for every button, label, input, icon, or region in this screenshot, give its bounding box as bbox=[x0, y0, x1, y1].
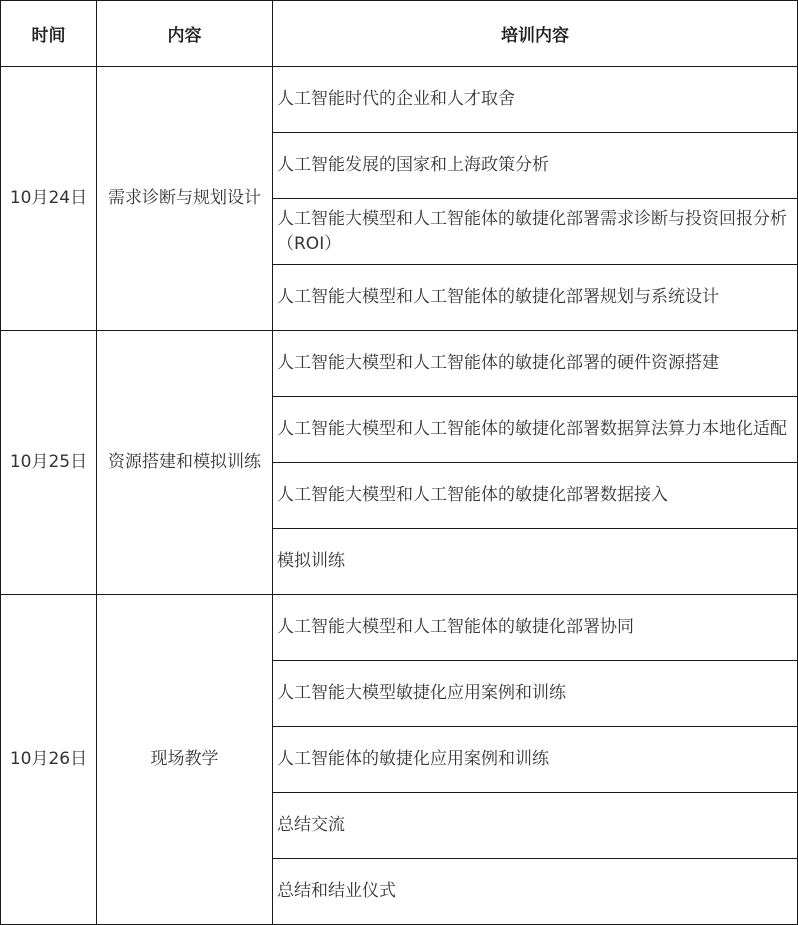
topic-cell: 现场教学 bbox=[97, 595, 273, 925]
table-row bbox=[1, 595, 798, 661]
date-cell: 10月25日 bbox=[1, 331, 97, 595]
header-time: 时间 bbox=[1, 1, 97, 67]
date-cell: 10月24日 bbox=[1, 67, 97, 331]
header-detail: 培训内容 bbox=[273, 1, 798, 67]
table-row bbox=[1, 331, 798, 397]
detail-cell: 人工智能大模型敏捷化应用案例和训练 bbox=[273, 661, 798, 727]
detail-cell: 人工智能体的敏捷化应用案例和训练 bbox=[273, 727, 798, 793]
detail-cell: 人工智能大模型和人工智能体的敏捷化部署数据接入 bbox=[273, 463, 798, 529]
detail-cell: 人工智能大模型和人工智能体的敏捷化部署数据算法算力本地化适配 bbox=[273, 397, 798, 463]
table-row bbox=[1, 67, 798, 133]
detail-cell: 模拟训练 bbox=[273, 529, 798, 595]
detail-cell: 人工智能大模型和人工智能体的敏捷化部署需求诊断与投资回报分析（ROI） bbox=[273, 199, 798, 265]
table-header bbox=[1, 1, 798, 67]
detail-cell: 总结交流 bbox=[273, 793, 798, 859]
header-row bbox=[1, 1, 798, 67]
date-cell: 10月26日 bbox=[1, 595, 97, 925]
detail-cell: 人工智能大模型和人工智能体的敏捷化部署规划与系统设计 bbox=[273, 265, 798, 331]
detail-cell: 人工智能时代的企业和人才取舍 bbox=[273, 67, 798, 133]
detail-cell: 人工智能大模型和人工智能体的敏捷化部署的硬件资源搭建 bbox=[273, 331, 798, 397]
detail-cell: 人工智能发展的国家和上海政策分析 bbox=[273, 133, 798, 199]
detail-cell: 总结和结业仪式 bbox=[273, 859, 798, 925]
detail-cell: 人工智能大模型和人工智能体的敏捷化部署协同 bbox=[273, 595, 798, 661]
header-topic: 内容 bbox=[97, 1, 273, 67]
topic-cell: 资源搭建和模拟训练 bbox=[97, 331, 273, 595]
topic-cell: 需求诊断与规划设计 bbox=[97, 67, 273, 331]
table-body bbox=[1, 67, 798, 925]
